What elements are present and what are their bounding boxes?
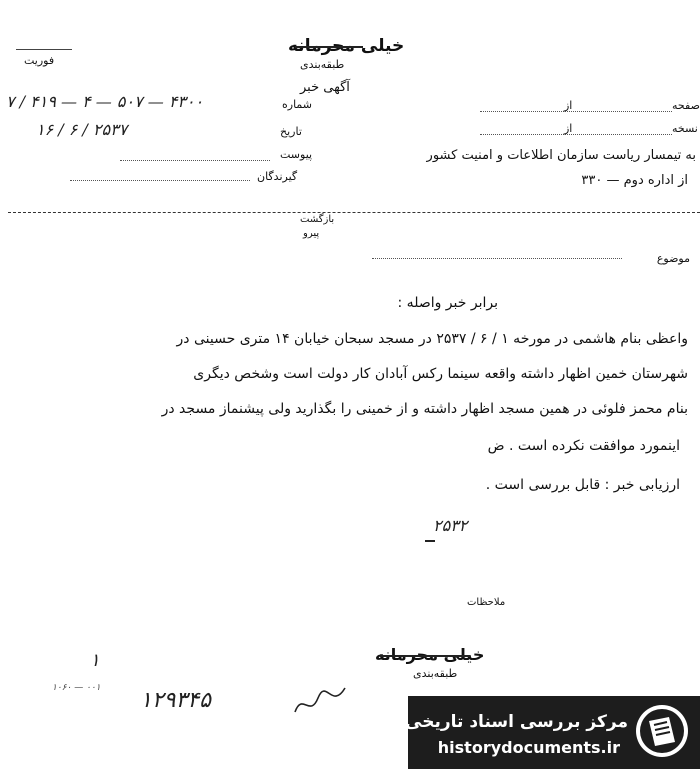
field-from-1: از bbox=[564, 99, 573, 112]
report-title: آگهی خبر bbox=[300, 80, 350, 95]
classification-stamp: خیلی محرمانه bbox=[288, 36, 405, 56]
footer-url[interactable]: historydocuments.ir bbox=[437, 738, 620, 757]
body-line-1: واعظی بنام هاشمی در مورخه ۱ / ۶ / ۲۵۳۷ در مسجد سبحان خیابان ۱۴ متری حسینی در bbox=[176, 331, 688, 347]
bottom-caption: طبقه‌بندی bbox=[413, 667, 458, 680]
bottom-stamp: خیلی محرمانه bbox=[375, 645, 485, 664]
field-copy: نسخه bbox=[672, 122, 698, 135]
header-divider bbox=[8, 212, 700, 213]
remarks-label: ملاحظات bbox=[467, 597, 506, 608]
subject-line bbox=[372, 258, 622, 259]
mid-number: ۲۵۳۲ bbox=[433, 516, 468, 535]
field-page: صفحه bbox=[672, 99, 700, 112]
field-from-2: از bbox=[564, 122, 573, 135]
field-recipients: گیرندگان bbox=[257, 170, 298, 183]
body-line-4: اینمورد موافقت نکرده است . ض bbox=[487, 438, 680, 454]
from-line: از اداره دوم — ۳۳۰ bbox=[581, 173, 688, 188]
body-line-2: شهرستان خمین اظهار داشته واقعه سینما رکس آبادان کار دولت است وشخص دیگری bbox=[193, 366, 688, 382]
field-date: تاریخ bbox=[280, 125, 302, 138]
to-line: به تیمسار ریاست سازمان اطلاعات و امنیت کشور bbox=[426, 148, 696, 163]
attachment-line bbox=[120, 160, 270, 161]
handwritten-date: ۲۵۳۷ / ۶ / ۱۶ bbox=[36, 120, 128, 139]
signature-scribble bbox=[290, 680, 350, 720]
field-attachment: پیوست bbox=[280, 148, 313, 161]
urgency-label: فوریت bbox=[24, 54, 55, 67]
field-return: بازگشت bbox=[300, 214, 335, 225]
field-followup: پیرو bbox=[303, 228, 320, 239]
archive-logo-icon bbox=[635, 704, 689, 758]
left-code: ۱۰۶۰ — ۰۰۱ bbox=[52, 683, 101, 693]
body-line-3: بنام محمز فلوئی در همین مسجد اظهار داشته و از خمینی را بگذارید ولی پیشنماز مسجد در bbox=[161, 401, 688, 417]
stamp-strike bbox=[295, 46, 363, 48]
evaluation-line: ارزیابی خبر : قابل بررسی است . bbox=[485, 477, 680, 493]
copy-line bbox=[480, 134, 672, 135]
recipients-line bbox=[70, 180, 250, 181]
page-line bbox=[480, 111, 672, 112]
small-mark: ۱ bbox=[90, 650, 100, 671]
body-greeting: برابر خبر واصله : bbox=[397, 295, 498, 311]
classification-caption: طبقه‌بندی bbox=[300, 58, 345, 71]
field-number: شماره bbox=[282, 98, 313, 111]
mid-tick bbox=[425, 540, 435, 542]
urgency-rule bbox=[16, 49, 72, 50]
bottom-stamp-strike bbox=[380, 655, 470, 657]
archive-number: ۱۲۹۳۴۵ bbox=[140, 688, 211, 713]
handwritten-number: ۴۳۰۰ — ۵۰۷ — ۴ — ۴۱۹ / ۷ bbox=[6, 92, 204, 111]
field-subject: موضوع bbox=[656, 252, 690, 265]
footer-org-name: مرکز بررسی اسناد تاریخی bbox=[405, 712, 628, 732]
